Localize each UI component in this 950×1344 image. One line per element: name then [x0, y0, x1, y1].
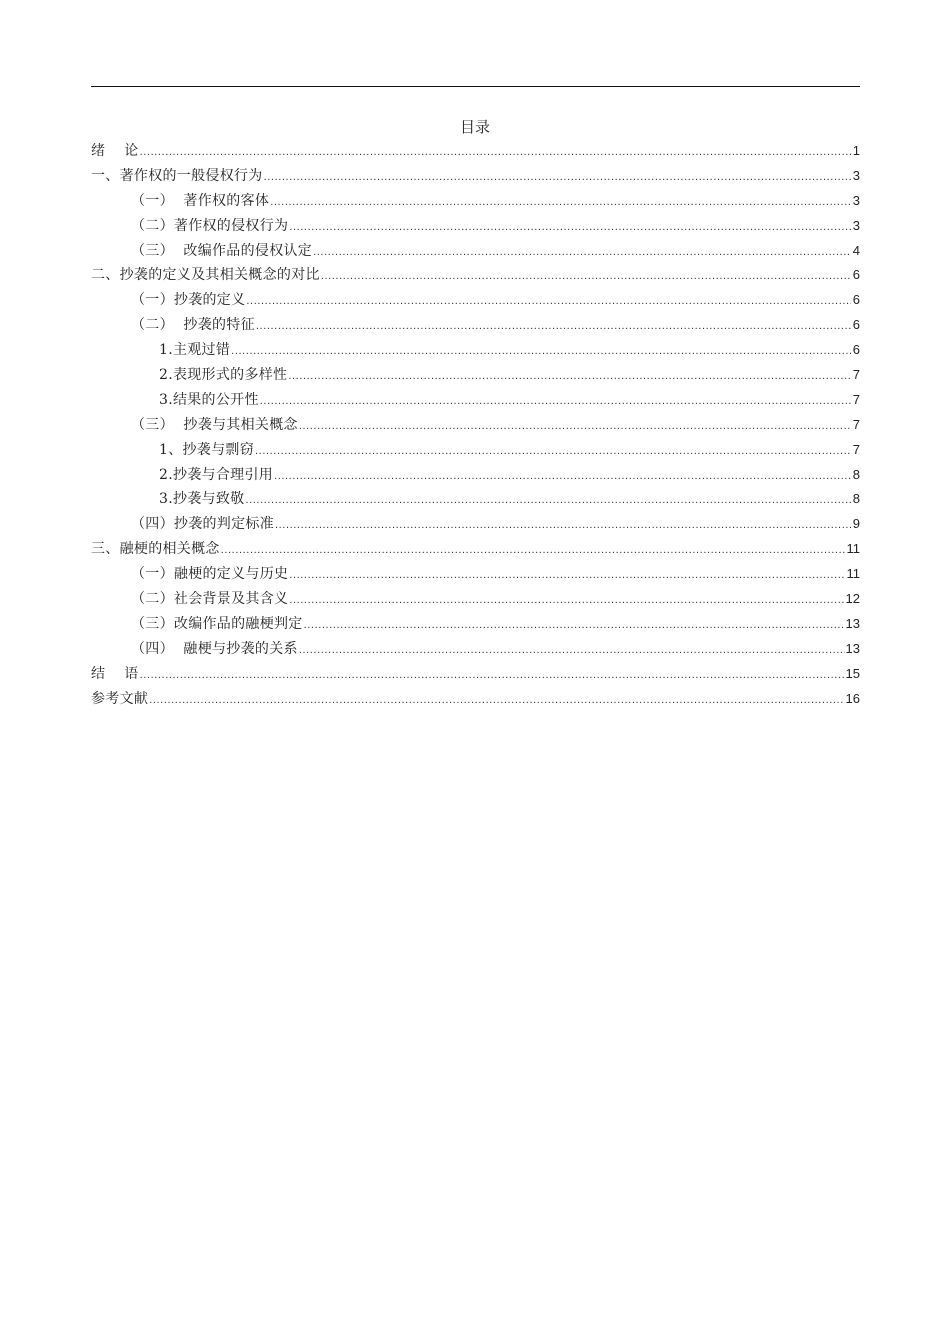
toc-entry[interactable] [91, 164, 860, 189]
toc-entry[interactable] [91, 313, 860, 338]
toc-entry-label: 三、融梗的相关概念 [91, 541, 220, 558]
toc-page-number: 6 [852, 292, 860, 308]
toc-leader-dots [321, 264, 851, 289]
toc-page-number: 1 [852, 143, 860, 158]
toc-entry[interactable] [91, 512, 860, 537]
toc-entry[interactable] [91, 363, 860, 388]
toc-entry-label: （一） 著作权的客体 [131, 192, 270, 209]
toc-leader-dots [289, 563, 845, 588]
toc-page-number: 6 [852, 342, 860, 358]
toc-leader-dots [299, 638, 845, 663]
toc-entry[interactable] [91, 288, 860, 313]
toc-leader-dots [304, 613, 845, 638]
toc-page-number: 7 [852, 441, 860, 457]
toc-leader-dots [149, 688, 844, 713]
toc-entry[interactable] [91, 263, 860, 288]
toc-page-number: 12 [845, 591, 860, 607]
toc-entry[interactable] [91, 637, 860, 662]
toc-page-number: 13 [845, 640, 860, 656]
toc-page-number: 7 [852, 367, 860, 383]
toc-leader-dots [270, 190, 851, 215]
toc-leader-dots [140, 140, 851, 165]
toc-entry-label: 结 语 [91, 665, 139, 682]
toc-leader-dots [274, 464, 851, 489]
toc-page-number: 6 [852, 267, 860, 283]
toc-entry[interactable] [91, 562, 860, 587]
toc-title: 目录 [459, 118, 490, 136]
toc-entry-label: （三） 抄袭与其相关概念 [131, 416, 298, 433]
toc-entry-label: （四）抄袭的判定标准 [131, 516, 274, 533]
toc-leader-dots [289, 215, 851, 240]
toc-entry[interactable] [91, 214, 860, 239]
toc-entry[interactable] [91, 438, 860, 463]
toc-leader-dots [288, 364, 851, 389]
toc-entry[interactable] [91, 487, 860, 512]
toc-entry-label: 二、抄袭的定义及其相关概念的对比 [91, 267, 320, 284]
toc-entry-label: 1.主观过错 [159, 342, 231, 359]
toc-page-number: 11 [846, 541, 860, 557]
toc-entry-label: （二） 抄袭的特征 [131, 317, 255, 334]
toc-entry[interactable] [91, 662, 860, 687]
toc-entry[interactable] [91, 413, 860, 438]
toc-page-number: 8 [852, 466, 860, 482]
toc-page-number: 3 [852, 217, 860, 233]
toc-page-number: 8 [852, 491, 860, 507]
toc-entry-label: 2.表现形式的多样性 [159, 367, 288, 384]
toc-entry[interactable] [91, 587, 860, 612]
toc-page-number: 7 [852, 391, 860, 407]
toc-page-number: 4 [852, 242, 860, 258]
toc-entry[interactable] [91, 687, 860, 712]
toc-entry-label: （一）融梗的定义与历史 [131, 566, 289, 583]
toc-entry[interactable] [91, 463, 860, 488]
toc-page-number: 16 [845, 690, 860, 706]
toc-page-number: 11 [846, 566, 860, 582]
toc-leader-dots [231, 339, 851, 364]
toc-entry-label: （三）改编作品的融梗判定 [131, 615, 303, 632]
header-rule [91, 86, 860, 87]
toc-entry-label: 绪 论 [91, 143, 139, 159]
toc-entry[interactable] [91, 139, 860, 164]
toc-page-number: 15 [845, 665, 860, 681]
toc-leader-dots [299, 414, 851, 439]
toc-leader-dots [275, 513, 851, 538]
table-of-contents [91, 139, 860, 711]
toc-leader-dots [140, 663, 845, 688]
toc-entry[interactable] [91, 537, 860, 562]
toc-leader-dots [313, 240, 851, 265]
toc-page-number: 6 [852, 317, 860, 333]
toc-entry-label: （三） 改编作品的侵权认定 [131, 242, 313, 259]
toc-entry-label: 一、著作权的一般侵权行为 [91, 167, 263, 184]
toc-entry-label: 3.结果的公开性 [159, 391, 259, 408]
toc-leader-dots [221, 538, 846, 563]
toc-page-number: 7 [852, 416, 860, 432]
toc-entry[interactable] [91, 239, 860, 264]
toc-entry[interactable] [91, 189, 860, 214]
toc-entry[interactable] [91, 612, 860, 637]
toc-leader-dots [256, 314, 851, 339]
toc-entry-label: （二）社会背景及其含义 [131, 591, 289, 608]
toc-leader-dots [260, 389, 851, 414]
toc-entry-label: 2.抄袭与合理引用 [159, 466, 274, 483]
toc-leader-dots [245, 488, 851, 513]
toc-page-number: 9 [852, 516, 860, 532]
toc-entry-label: （四） 融梗与抄袭的关系 [131, 640, 298, 657]
toc-leader-dots [255, 439, 851, 464]
toc-entry[interactable] [91, 338, 860, 363]
toc-page-number: 3 [852, 167, 860, 183]
toc-leader-dots [289, 588, 844, 613]
toc-entry-label: 参考文献 [91, 690, 149, 707]
toc-entry[interactable] [91, 388, 860, 413]
toc-entry-label: （一）抄袭的定义 [131, 292, 246, 309]
toc-page-number: 3 [852, 192, 860, 208]
toc-entry-label: 3.抄袭与致敬 [159, 491, 245, 508]
toc-leader-dots [264, 165, 851, 190]
toc-entry-label: 1、抄袭与剽窃 [159, 441, 255, 458]
toc-entry-label: （二）著作权的侵权行为 [131, 217, 289, 234]
toc-page-number: 13 [845, 615, 860, 631]
toc-leader-dots [246, 289, 851, 314]
